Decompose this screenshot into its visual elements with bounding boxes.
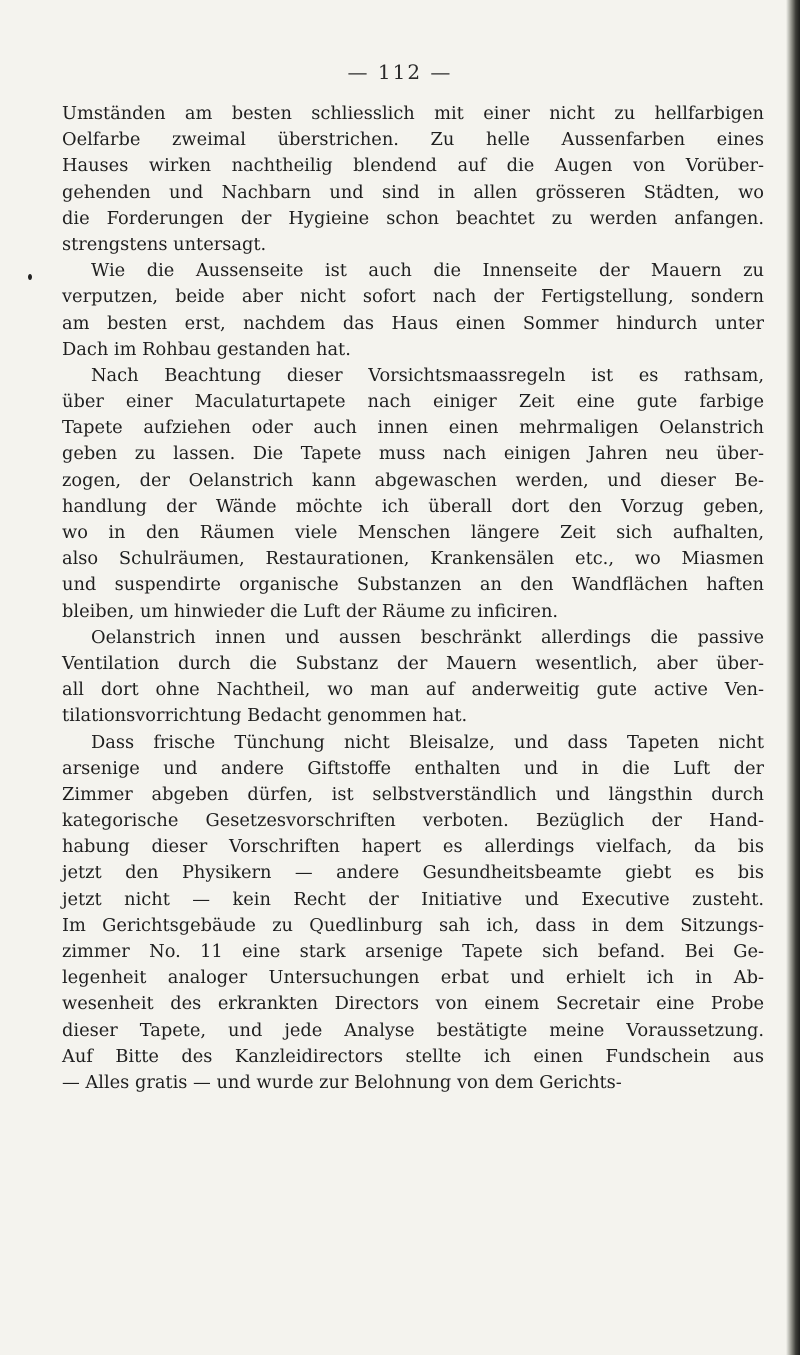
text-line: Zimmer abgeben dürfen, ist selbstverständlich und längsthin durch	[62, 783, 764, 805]
text-line: kategorische Gesetzesvorschriften verboten. Bezüglich der Hand-	[62, 810, 764, 832]
text-line: und suspendirte organische Substanzen an den Wandflächen haften	[62, 574, 764, 596]
text-line: handlung der Wände möchte ich überall dort den Vorzug geben,	[62, 495, 764, 517]
text-line: also Schulräumen, Restaurationen, Krankensälen etc., wo Miasmen	[62, 548, 764, 570]
text-line: strengstens untersagt.	[62, 233, 267, 255]
text-line: bleiben, um hinwieder die Luft der Räume zu inficiren.	[62, 600, 559, 622]
text-line: Wie die Aussenseite ist auch die Innenseite der Mauern zu	[91, 260, 764, 282]
text-line: legenheit analoger Untersuchungen erbat und erhielt ich in Ab-	[62, 967, 764, 989]
text-line: Oelfarbe zweimal überstrichen. Zu helle Aussenfarben eines	[62, 129, 764, 151]
text-line: Tapete aufziehen oder auch innen einen mehrmaligen Oelanstrich	[62, 417, 764, 439]
text-line: all dort ohne Nachtheil, wo man auf anderweitig gute active Ven-	[62, 679, 764, 701]
body-text	[62, 101, 764, 1096]
page-edge-shadow	[786, 0, 800, 1355]
text-line: zimmer No. 11 eine stark arsenige Tapete sich befand. Bei Ge-	[62, 941, 764, 962]
paragraph	[62, 730, 764, 1097]
text-line: gehenden und Nachbarn und sind in allen grösseren Städten, wo	[62, 181, 764, 203]
text-line: geben zu lassen. Die Tapete muss nach einigen Jahren neu über-	[62, 443, 764, 465]
text-line: habung dieser Vorschriften hapert es allerdings vielfach, da bis	[62, 836, 764, 858]
text-line: über einer Maculaturtapete nach einiger Zeit eine gute farbige	[62, 391, 764, 413]
text-line: Im Gerichtsgebäude zu Quedlinburg sah ich, dass in dem Sitzungs-	[62, 914, 764, 936]
ink-speck	[28, 274, 32, 280]
text-line: am besten erst, nachdem das Haus einen Sommer hindurch unter	[62, 312, 764, 334]
text-line: tilationsvorrichtung Bedacht genommen hat.	[62, 705, 468, 727]
text-line: Dass frische Tünchung nicht Bleisalze, und dass Tapeten nicht	[91, 731, 764, 753]
text-line: Hauses wirken nachtheilig blendend auf die Augen von Vorüber-	[62, 155, 764, 177]
text-line: Oelanstrich innen und aussen beschränkt allerdings die passive	[91, 626, 764, 648]
text-line: verputzen, beide aber nicht sofort nach der Fertigstellung, sondern	[62, 286, 764, 308]
text-line: jetzt nicht — kein Recht der Initiative und Executive zusteht.	[62, 888, 764, 910]
text-line: Nach Beachtung dieser Vorsichtsmaassregeln ist es rathsam,	[91, 364, 764, 386]
text-line: die Forderungen der Hygieine schon beachtet zu werden anfangen.	[62, 207, 764, 229]
paragraph	[62, 258, 764, 363]
text-line: Auf Bitte des Kanzleidirectors stellte ich einen Fundschein aus	[62, 1045, 764, 1067]
paragraph	[62, 101, 764, 258]
text-line: Umständen am besten schliesslich mit einer nicht zu hellfarbigen	[62, 103, 764, 124]
paragraph	[62, 625, 764, 730]
text-line: — Alles gratis — und wurde zur Belohnung von dem Gerichts-	[62, 1071, 622, 1093]
text-line: dieser Tapete, und jede Analyse bestätigte meine Voraussetzung.	[62, 1019, 764, 1041]
paragraph	[62, 363, 764, 625]
text-line: wesenheit des erkrankten Directors von einem Secretair eine Probe	[62, 993, 764, 1015]
text-line: Ventilation durch die Substanz der Mauern wesentlich, aber über-	[62, 652, 764, 674]
text-line: jetzt den Physikern — andere Gesundheitsbeamte giebt es bis	[62, 862, 764, 884]
text-line: arsenige und andere Giftstoffe enthalten und in die Luft der	[62, 757, 764, 779]
page-number: — 112 —	[347, 60, 453, 84]
text-line: zogen, der Oelanstrich kann abgewaschen werden, und dieser Be-	[62, 469, 764, 491]
text-line: Dach im Rohbau gestanden hat.	[62, 338, 351, 360]
text-line: wo in den Räumen viele Menschen längere Zeit sich aufhalten,	[62, 522, 764, 543]
